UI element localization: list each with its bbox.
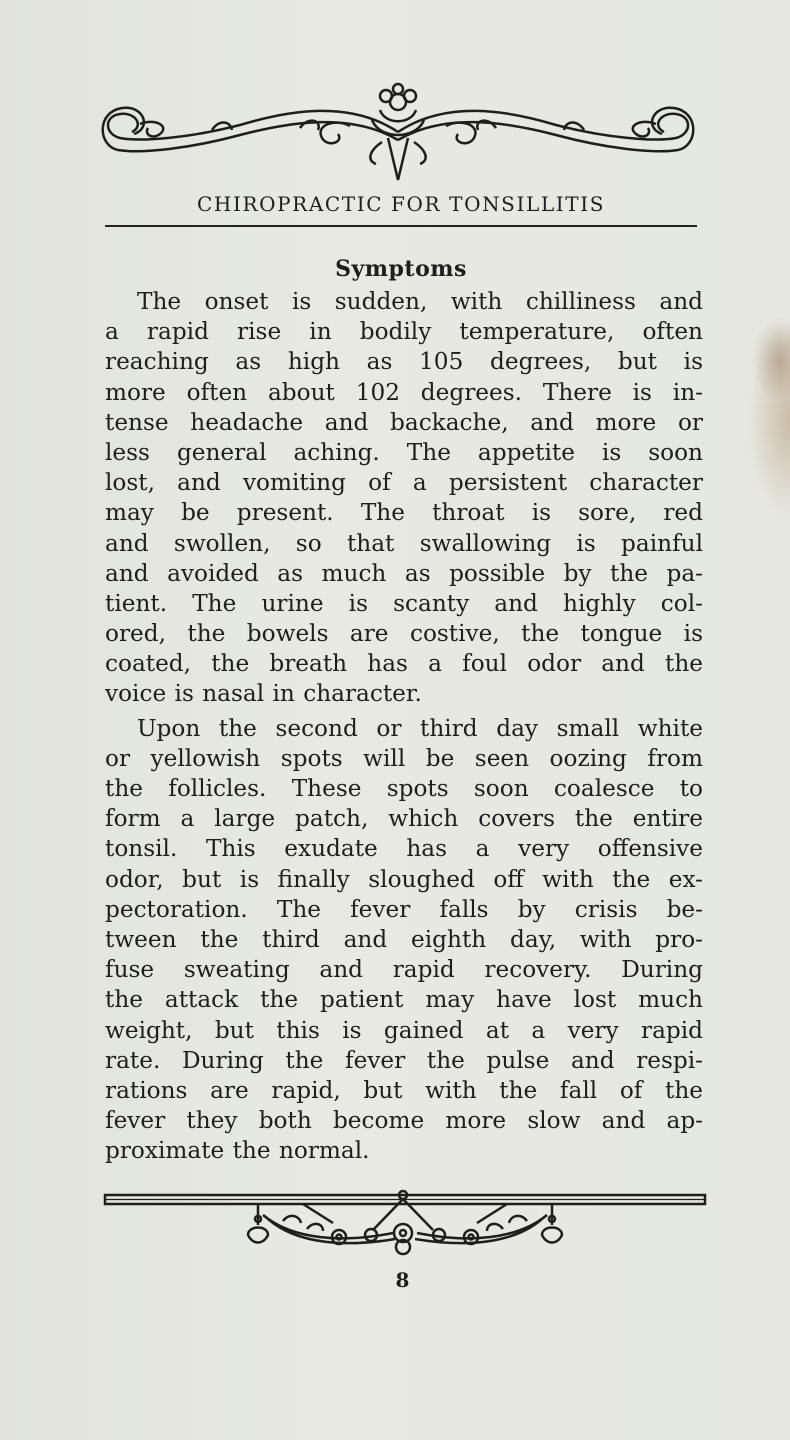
text-line: more often about 102 degrees. There is in- <box>105 378 703 406</box>
text-line: rate. During the fever the pulse and respi- <box>105 1046 703 1074</box>
text-line: tient. The urine is scanty and highly col- <box>105 589 703 617</box>
running-head: CHIROPRACTIC FOR TONSILLITIS <box>197 192 605 216</box>
text-line: fever they both become more slow and ap- <box>105 1107 703 1135</box>
text-line: odor, but is finally sloughed off with the ex- <box>105 865 703 893</box>
header-rule <box>105 225 697 227</box>
garland-ornament-icon <box>103 1185 707 1265</box>
text-line: less general aching. The appetite is soon <box>105 438 703 466</box>
text-line: form a large patch, which covers the entire <box>105 805 703 833</box>
text-line: and swollen, so that swallowing is painful <box>105 529 703 557</box>
section-title: Symptoms <box>335 256 467 282</box>
text-line: reaching as high as 105 degrees, but is <box>105 348 703 376</box>
text-line: the attack the patient may have lost much <box>105 986 703 1014</box>
text-line: ored, the bowels are costive, the tongue is <box>105 620 703 648</box>
paragraph <box>105 714 703 1167</box>
text-line: The onset is sudden, with chilliness and <box>137 288 703 315</box>
paragraph <box>105 287 703 710</box>
text-line: a rapid rise in bodily temperature, often <box>105 318 703 346</box>
text-line: the follicles. These spots soon coalesce to <box>105 775 703 802</box>
text-line: pectoration. The fever falls by crisis be- <box>105 895 703 923</box>
text-line: tonsil. This exudate has a very offensive <box>105 835 703 863</box>
text-line: and avoided as much as possible by the pa- <box>105 559 703 587</box>
text-line: may be present. The throat is sore, red <box>105 499 703 527</box>
text-line: lost, and vomiting of a persistent character <box>105 469 703 497</box>
text-line: fuse sweating and rapid recovery. During <box>105 956 703 984</box>
text-line: weight, but this is gained at a very rapid <box>105 1016 703 1044</box>
text-line: Upon the second or third day small white <box>137 714 703 742</box>
body-text <box>105 287 703 1166</box>
text-line: or yellowish spots will be seen oozing from <box>105 744 703 772</box>
text-line: coated, the breath has a foul odor and the <box>105 650 703 678</box>
text-line: tense headache and backache, and more or <box>105 408 703 436</box>
text-line: proximate the normal. <box>105 1137 370 1165</box>
scroll-ornament-icon <box>100 80 696 190</box>
text-line: rations are rapid, but with the fall of the <box>105 1076 703 1104</box>
text-line: voice is nasal in character. <box>105 680 422 708</box>
page-number: 8 <box>395 1268 410 1292</box>
text-line: tween the third and eighth day, with pro- <box>105 925 703 953</box>
